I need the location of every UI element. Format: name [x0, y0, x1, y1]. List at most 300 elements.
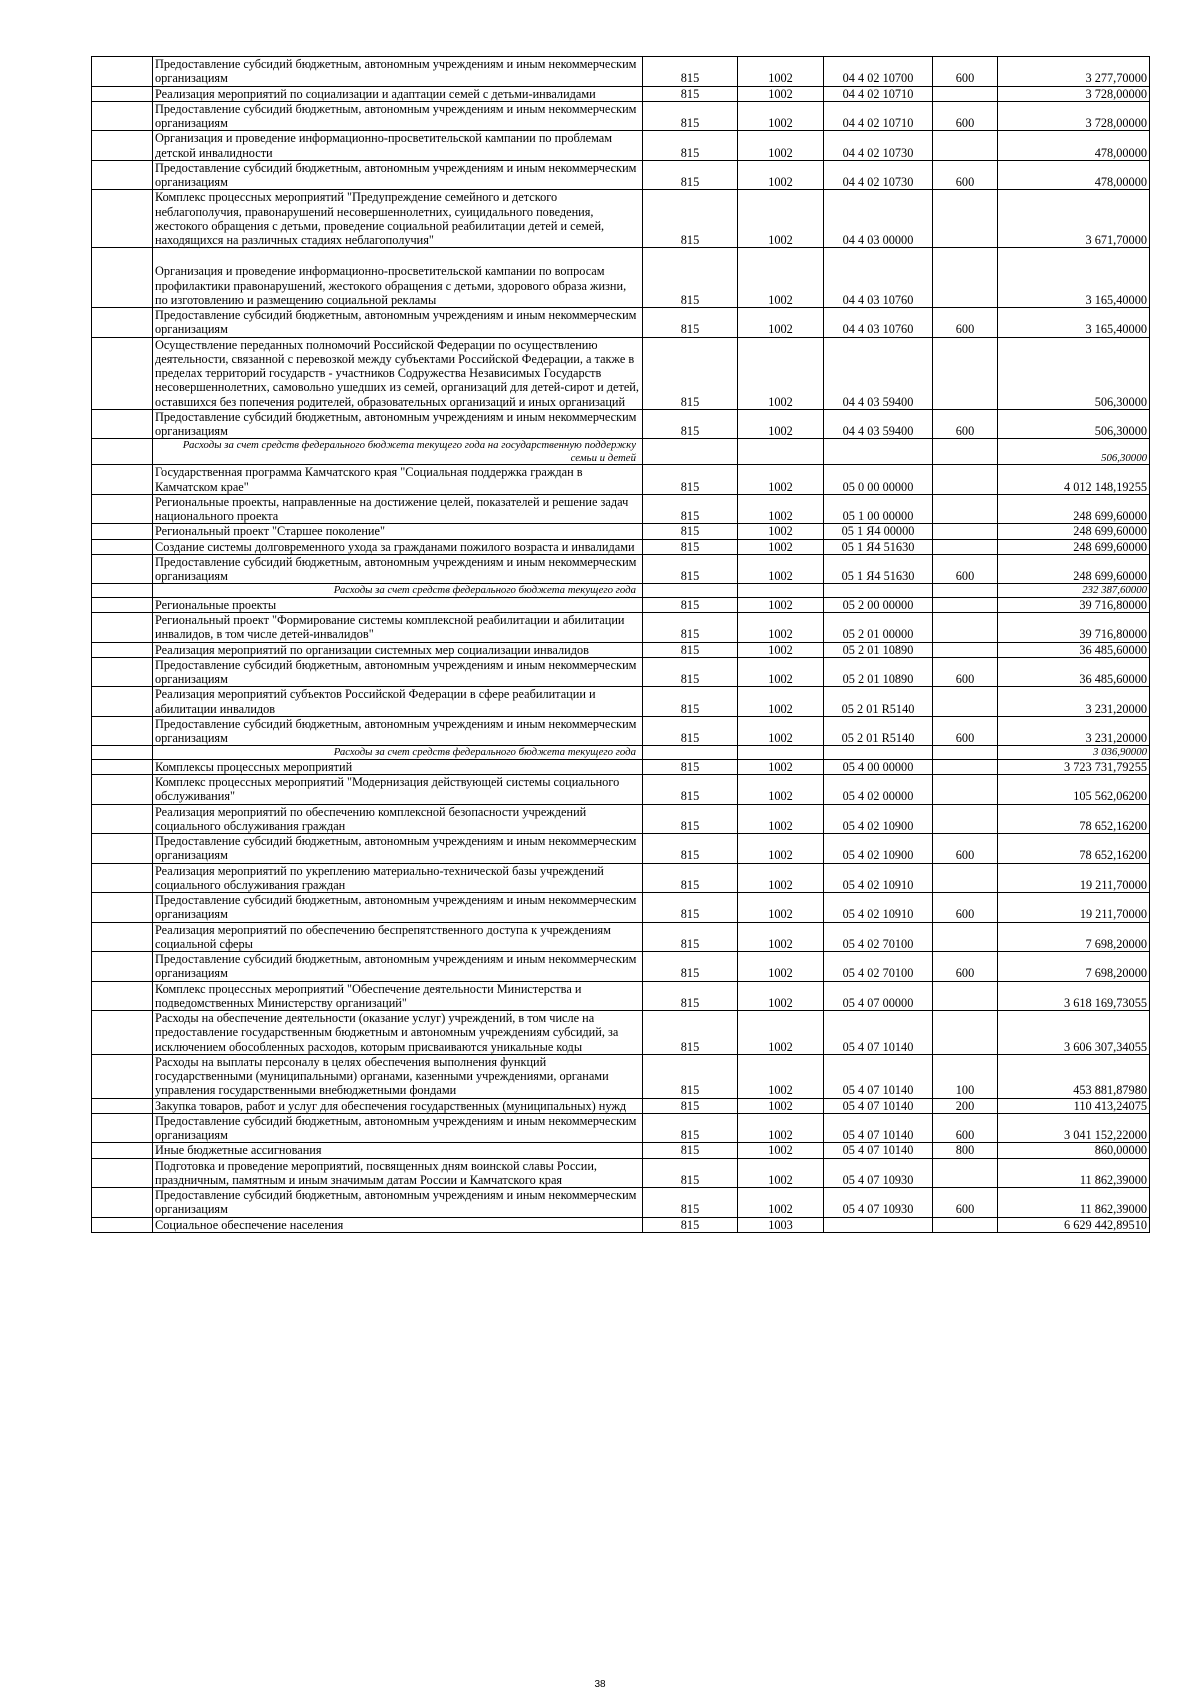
target-article-cell: 05 1 00 00000: [824, 494, 933, 524]
table-row: [92, 804, 1150, 834]
ministry-code-cell: 815: [643, 657, 738, 687]
amount-cell: 3 165,40000: [998, 248, 1150, 308]
ministry-code-cell: 815: [643, 1143, 738, 1158]
expense-name-cell: Расходы за счет средств федерального бюджета текущего года: [153, 746, 643, 760]
table-row: [92, 465, 1150, 495]
ministry-code-cell: 815: [643, 1158, 738, 1188]
expense-name-cell: Реализация мероприятий по социализации и адаптации семей с детьми-инвалидами: [153, 86, 643, 101]
expense-type-cell: 600: [933, 952, 998, 982]
expense-name-cell: Предоставление субсидий бюджетным, автономным учреждениям и иным некоммерческим организациям: [153, 1188, 643, 1218]
target-article-cell: 05 2 01 00000: [824, 613, 933, 643]
row-index-cell: [92, 409, 153, 439]
expense-type-cell: [933, 1158, 998, 1188]
table-row: [92, 893, 1150, 923]
ministry-code-cell: 815: [643, 337, 738, 409]
row-index-cell: [92, 863, 153, 893]
ministry-code-cell: 815: [643, 922, 738, 952]
amount-cell: 4 012 148,19255: [998, 465, 1150, 495]
target-article-cell: 05 4 02 00000: [824, 775, 933, 805]
section-code-cell: 1002: [738, 539, 824, 554]
ministry-code-cell: 815: [643, 524, 738, 539]
row-index-cell: [92, 893, 153, 923]
row-index-cell: [92, 539, 153, 554]
ministry-code-cell: [643, 584, 738, 598]
row-index-cell: [92, 775, 153, 805]
target-article-cell: 05 4 07 10140: [824, 1113, 933, 1143]
section-code-cell: 1002: [738, 101, 824, 131]
expense-name-cell: Реализация мероприятий по обеспечению комплексной безопасности учреждений социального обслуживания граждан: [153, 804, 643, 834]
ministry-code-cell: 815: [643, 775, 738, 805]
row-index-cell: [92, 190, 153, 248]
target-article-cell: 05 2 01 R5140: [824, 687, 933, 717]
target-article-cell: 05 4 02 70100: [824, 922, 933, 952]
table-row: [92, 922, 1150, 952]
target-article-cell: 05 4 07 10930: [824, 1158, 933, 1188]
expense-name-cell: Организация и проведение информационно-просветительской кампании по вопросам профилактики правонарушений, жестокого обращения с детьми, здорового образа жизни, по изготовлению и размещению социальной рекламы: [153, 248, 643, 308]
amount-cell: 78 652,16200: [998, 834, 1150, 864]
expense-name-cell: Предоставление субсидий бюджетным, автономным учреждениям и иным некоммерческим организациям: [153, 657, 643, 687]
ministry-code-cell: 815: [643, 893, 738, 923]
row-index-cell: [92, 554, 153, 584]
amount-cell: 506,30000: [998, 439, 1150, 465]
table-row: [92, 642, 1150, 657]
ministry-code-cell: 815: [643, 716, 738, 746]
row-index-cell: [92, 981, 153, 1011]
section-code-cell: 1002: [738, 524, 824, 539]
expense-type-cell: 600: [933, 160, 998, 190]
section-code-cell: 1002: [738, 86, 824, 101]
section-code-cell: 1002: [738, 863, 824, 893]
target-article-cell: 05 4 07 10140: [824, 1054, 933, 1098]
amount-cell: 3 606 307,34055: [998, 1011, 1150, 1055]
table-row: [92, 613, 1150, 643]
table-row: [92, 539, 1150, 554]
expense-type-cell: 600: [933, 57, 998, 87]
table-row: [92, 1113, 1150, 1143]
amount-cell: 78 652,16200: [998, 804, 1150, 834]
expense-name-cell: Региональный проект "Старшее поколение": [153, 524, 643, 539]
row-index-cell: [92, 1188, 153, 1218]
table-note-row: [92, 439, 1150, 465]
budget-table-body: [92, 57, 1150, 1233]
target-article-cell: 05 4 07 10930: [824, 1188, 933, 1218]
section-code-cell: 1002: [738, 804, 824, 834]
row-index-cell: [92, 101, 153, 131]
target-article-cell: 05 0 00 00000: [824, 465, 933, 495]
table-row: [92, 524, 1150, 539]
target-article-cell: 05 1 Я4 51630: [824, 539, 933, 554]
amount-cell: 105 562,06200: [998, 775, 1150, 805]
expense-name-cell: Предоставление субсидий бюджетным, автономным учреждениям и иным некоммерческим организациям: [153, 160, 643, 190]
row-index-cell: [92, 716, 153, 746]
amount-cell: 478,00000: [998, 131, 1150, 161]
amount-cell: 39 716,80000: [998, 597, 1150, 612]
amount-cell: 232 387,60000: [998, 584, 1150, 598]
target-article-cell: [824, 439, 933, 465]
target-article-cell: [824, 746, 933, 760]
ministry-code-cell: 815: [643, 160, 738, 190]
expense-name-cell: Региональный проект "Формирование системы комплексной реабилитации и абилитации инвалидов, в том числе детей-инвалидов": [153, 613, 643, 643]
expense-name-cell: Комплекс процессных мероприятий "Модернизация действующей системы социального обслуживания": [153, 775, 643, 805]
expense-type-cell: 600: [933, 716, 998, 746]
amount-cell: 506,30000: [998, 337, 1150, 409]
row-index-cell: [92, 657, 153, 687]
target-article-cell: 05 4 02 10900: [824, 804, 933, 834]
section-code-cell: 1002: [738, 1188, 824, 1218]
amount-cell: 7 698,20000: [998, 952, 1150, 982]
ministry-code-cell: 815: [643, 1098, 738, 1113]
expense-name-cell: Региональные проекты: [153, 597, 643, 612]
ministry-code-cell: [643, 439, 738, 465]
table-row: [92, 1188, 1150, 1218]
section-code-cell: 1002: [738, 952, 824, 982]
target-article-cell: 05 4 00 00000: [824, 759, 933, 774]
row-index-cell: [92, 524, 153, 539]
target-article-cell: 05 4 07 00000: [824, 981, 933, 1011]
expense-name-cell: Социальное обеспечение населения: [153, 1217, 643, 1232]
expense-type-cell: [933, 863, 998, 893]
amount-cell: 110 413,24075: [998, 1098, 1150, 1113]
target-article-cell: 05 2 01 R5140: [824, 716, 933, 746]
expense-name-cell: Расходы за счет средств федерального бюджета текущего года: [153, 584, 643, 598]
table-row: [92, 337, 1150, 409]
ministry-code-cell: 815: [643, 1113, 738, 1143]
expense-type-cell: [933, 465, 998, 495]
ministry-code-cell: 815: [643, 1188, 738, 1218]
expense-name-cell: Региональные проекты, направленные на достижение целей, показателей и решение задач национального проекта: [153, 494, 643, 524]
table-row: [92, 597, 1150, 612]
budget-table: [91, 56, 1150, 1233]
target-article-cell: 05 2 01 10890: [824, 657, 933, 687]
target-article-cell: 05 4 02 10910: [824, 893, 933, 923]
table-row: [92, 657, 1150, 687]
expense-type-cell: [933, 981, 998, 1011]
table-row: [92, 1143, 1150, 1158]
section-code-cell: 1002: [738, 494, 824, 524]
table-row: [92, 308, 1150, 338]
row-index-cell: [92, 465, 153, 495]
expense-type-cell: [933, 584, 998, 598]
section-code-cell: 1002: [738, 642, 824, 657]
section-code-cell: 1002: [738, 893, 824, 923]
section-code-cell: 1002: [738, 597, 824, 612]
row-index-cell: [92, 494, 153, 524]
table-row: [92, 759, 1150, 774]
ministry-code-cell: 815: [643, 101, 738, 131]
amount-cell: 3 671,70000: [998, 190, 1150, 248]
amount-cell: 860,00000: [998, 1143, 1150, 1158]
row-index-cell: [92, 160, 153, 190]
table-row: [92, 775, 1150, 805]
target-article-cell: 05 4 07 10140: [824, 1011, 933, 1055]
table-row: [92, 1011, 1150, 1055]
expense-name-cell: Предоставление субсидий бюджетным, автономным учреждениям и иным некоммерческим организациям: [153, 952, 643, 982]
ministry-code-cell: 815: [643, 1011, 738, 1055]
expense-name-cell: Комплекс процессных мероприятий "Предупреждение семейного и детского неблагополучия, правонарушений несовершеннолетних, суицидального поведения, жестокого обращения с детьми, проведение социальной реабилитации детей и семей, находящихся на различных стадиях неблагополучия": [153, 190, 643, 248]
amount-cell: 7 698,20000: [998, 922, 1150, 952]
expense-type-cell: [933, 1217, 998, 1232]
table-row: [92, 494, 1150, 524]
target-article-cell: 05 4 02 70100: [824, 952, 933, 982]
target-article-cell: 04 4 03 59400: [824, 337, 933, 409]
expense-type-cell: [933, 248, 998, 308]
target-article-cell: 05 2 00 00000: [824, 597, 933, 612]
expense-name-cell: Расходы на обеспечение деятельности (оказание услуг) учреждений, в том числе на предоставление государственным бюджетным и автономным учреждениям субсидий, за исключением обособленных расходов, которым присваиваются уникальные коды: [153, 1011, 643, 1055]
expense-name-cell: Расходы на выплаты персоналу в целях обеспечения выполнения функций государственными (муниципальными) органами, казенными учреждениями, органами управления государственными внебюджетными фондами: [153, 1054, 643, 1098]
section-code-cell: 1002: [738, 57, 824, 87]
section-code-cell: 1002: [738, 716, 824, 746]
row-index-cell: [92, 597, 153, 612]
expense-name-cell: Комплекс процессных мероприятий "Обеспечение деятельности Министерства и подведомственных Министерству организаций": [153, 981, 643, 1011]
amount-cell: 248 699,60000: [998, 524, 1150, 539]
target-article-cell: 04 4 02 10730: [824, 160, 933, 190]
table-row: [92, 1098, 1150, 1113]
expense-name-cell: Государственная программа Камчатского края "Социальная поддержка граждан в Камчатском крае": [153, 465, 643, 495]
expense-type-cell: [933, 922, 998, 952]
target-article-cell: 05 4 07 10140: [824, 1098, 933, 1113]
row-index-cell: [92, 1054, 153, 1098]
section-code-cell: 1002: [738, 687, 824, 717]
table-row: [92, 554, 1150, 584]
row-index-cell: [92, 1143, 153, 1158]
table-row: [92, 101, 1150, 131]
expense-type-cell: [933, 1011, 998, 1055]
amount-cell: 19 211,70000: [998, 863, 1150, 893]
target-article-cell: 04 4 02 10730: [824, 131, 933, 161]
ministry-code-cell: 815: [643, 409, 738, 439]
amount-cell: 3 277,70000: [998, 57, 1150, 87]
section-code-cell: 1002: [738, 337, 824, 409]
expense-type-cell: 200: [933, 1098, 998, 1113]
row-index-cell: [92, 308, 153, 338]
row-index-cell: [92, 86, 153, 101]
table-row: [92, 131, 1150, 161]
ministry-code-cell: 815: [643, 131, 738, 161]
expense-name-cell: Предоставление субсидий бюджетным, автономным учреждениям и иным некоммерческим организациям: [153, 409, 643, 439]
section-code-cell: 1002: [738, 1054, 824, 1098]
section-code-cell: 1002: [738, 1098, 824, 1113]
section-code-cell: [738, 584, 824, 598]
ministry-code-cell: 815: [643, 1217, 738, 1232]
expense-name-cell: Предоставление субсидий бюджетным, автономным учреждениям и иным некоммерческим организациям: [153, 893, 643, 923]
section-code-cell: 1002: [738, 131, 824, 161]
expense-type-cell: [933, 687, 998, 717]
page-number: 38: [594, 1679, 606, 1690]
section-code-cell: 1002: [738, 1113, 824, 1143]
target-article-cell: 04 4 03 59400: [824, 409, 933, 439]
ministry-code-cell: 815: [643, 248, 738, 308]
ministry-code-cell: 815: [643, 759, 738, 774]
expense-type-cell: [933, 439, 998, 465]
expense-name-cell: Расходы за счет средств федерального бюджета текущего года на государственную поддержку семьи и детей: [153, 439, 643, 465]
amount-cell: 453 881,87980: [998, 1054, 1150, 1098]
expense-name-cell: Закупка товаров, работ и услуг для обеспечения государственных (муниципальных) нужд: [153, 1098, 643, 1113]
ministry-code-cell: 815: [643, 465, 738, 495]
expense-type-cell: 600: [933, 554, 998, 584]
section-code-cell: 1002: [738, 759, 824, 774]
section-code-cell: 1002: [738, 1143, 824, 1158]
ministry-code-cell: 815: [643, 834, 738, 864]
table-row: [92, 1158, 1150, 1188]
ministry-code-cell: 815: [643, 308, 738, 338]
expense-name-cell: Предоставление субсидий бюджетным, автономным учреждениям и иным некоммерческим организациям: [153, 101, 643, 131]
expense-type-cell: [933, 337, 998, 409]
row-index-cell: [92, 687, 153, 717]
table-row: [92, 952, 1150, 982]
section-code-cell: 1002: [738, 613, 824, 643]
table-row: [92, 190, 1150, 248]
section-code-cell: 1002: [738, 160, 824, 190]
amount-cell: 3 728,00000: [998, 86, 1150, 101]
ministry-code-cell: 815: [643, 597, 738, 612]
target-article-cell: 05 4 02 10910: [824, 863, 933, 893]
expense-name-cell: Предоставление субсидий бюджетным, автономным учреждениям и иным некоммерческим организациям: [153, 554, 643, 584]
section-code-cell: 1002: [738, 248, 824, 308]
expense-name-cell: Реализация мероприятий по укреплению материально-технической базы учреждений социального обслуживания граждан: [153, 863, 643, 893]
table-row: [92, 86, 1150, 101]
expense-type-cell: 600: [933, 1113, 998, 1143]
ministry-code-cell: 815: [643, 57, 738, 87]
ministry-code-cell: 815: [643, 804, 738, 834]
target-article-cell: 04 4 03 00000: [824, 190, 933, 248]
row-index-cell: [92, 57, 153, 87]
expense-type-cell: 800: [933, 1143, 998, 1158]
ministry-code-cell: 815: [643, 642, 738, 657]
row-index-cell: [92, 922, 153, 952]
amount-cell: 11 862,39000: [998, 1188, 1150, 1218]
ministry-code-cell: 815: [643, 494, 738, 524]
section-code-cell: 1002: [738, 308, 824, 338]
expense-type-cell: 600: [933, 893, 998, 923]
amount-cell: 3 723 731,79255: [998, 759, 1150, 774]
amount-cell: 19 211,70000: [998, 893, 1150, 923]
amount-cell: 3 036,90000: [998, 746, 1150, 760]
table-row: [92, 863, 1150, 893]
expense-type-cell: [933, 539, 998, 554]
ministry-code-cell: 815: [643, 613, 738, 643]
row-index-cell: [92, 759, 153, 774]
amount-cell: 478,00000: [998, 160, 1150, 190]
ministry-code-cell: 815: [643, 86, 738, 101]
amount-cell: 248 699,60000: [998, 494, 1150, 524]
ministry-code-cell: 815: [643, 687, 738, 717]
expense-type-cell: [933, 775, 998, 805]
amount-cell: 36 485,60000: [998, 642, 1150, 657]
row-index-cell: [92, 584, 153, 598]
expense-type-cell: [933, 759, 998, 774]
expense-name-cell: Реализация мероприятий по организации системных мер социализации инвалидов: [153, 642, 643, 657]
expense-name-cell: Предоставление субсидий бюджетным, автономным учреждениям и иным некоммерческим организациям: [153, 834, 643, 864]
target-article-cell: 05 4 02 10900: [824, 834, 933, 864]
expense-name-cell: Предоставление субсидий бюджетным, автономным учреждениям и иным некоммерческим организациям: [153, 308, 643, 338]
ministry-code-cell: 815: [643, 952, 738, 982]
section-code-cell: 1002: [738, 775, 824, 805]
amount-cell: 3 728,00000: [998, 101, 1150, 131]
amount-cell: 11 862,39000: [998, 1158, 1150, 1188]
row-index-cell: [92, 248, 153, 308]
expense-name-cell: Предоставление субсидий бюджетным, автономным учреждениям и иным некоммерческим организациям: [153, 57, 643, 87]
expense-type-cell: [933, 86, 998, 101]
expense-name-cell: Предоставление субсидий бюджетным, автономным учреждениям и иным некоммерческим организациям: [153, 716, 643, 746]
row-index-cell: [92, 337, 153, 409]
expense-name-cell: Реализация мероприятий по обеспечению беспрепятственного доступа к учреждениям социальной сферы: [153, 922, 643, 952]
section-code-cell: 1002: [738, 834, 824, 864]
section-code-cell: 1003: [738, 1217, 824, 1232]
expense-type-cell: [933, 524, 998, 539]
row-index-cell: [92, 439, 153, 465]
ministry-code-cell: 815: [643, 1054, 738, 1098]
amount-cell: 3 618 169,73055: [998, 981, 1150, 1011]
row-index-cell: [92, 613, 153, 643]
expense-type-cell: 600: [933, 409, 998, 439]
amount-cell: 248 699,60000: [998, 539, 1150, 554]
row-index-cell: [92, 746, 153, 760]
expense-name-cell: Организация и проведение информационно-просветительской кампании по проблемам детской инвалидности: [153, 131, 643, 161]
row-index-cell: [92, 1113, 153, 1143]
target-article-cell: 04 4 03 10760: [824, 308, 933, 338]
table-row: [92, 981, 1150, 1011]
section-code-cell: 1002: [738, 922, 824, 952]
row-index-cell: [92, 131, 153, 161]
expense-type-cell: 600: [933, 308, 998, 338]
expense-type-cell: [933, 494, 998, 524]
section-code-cell: 1002: [738, 981, 824, 1011]
section-code-cell: 1002: [738, 1011, 824, 1055]
row-index-cell: [92, 1217, 153, 1232]
table-note-row: [92, 584, 1150, 598]
target-article-cell: 04 4 03 10760: [824, 248, 933, 308]
row-index-cell: [92, 1158, 153, 1188]
target-article-cell: [824, 1217, 933, 1232]
table-row: [92, 57, 1150, 87]
expense-type-cell: 600: [933, 1188, 998, 1218]
amount-cell: 248 699,60000: [998, 554, 1150, 584]
expense-type-cell: [933, 804, 998, 834]
amount-cell: 3 231,20000: [998, 687, 1150, 717]
ministry-code-cell: 815: [643, 981, 738, 1011]
section-code-cell: [738, 746, 824, 760]
expense-name-cell: Иные бюджетные ассигнования: [153, 1143, 643, 1158]
target-article-cell: 04 4 02 10700: [824, 57, 933, 87]
expense-name-cell: Предоставление субсидий бюджетным, автономным учреждениям и иным некоммерческим организациям: [153, 1113, 643, 1143]
table-note-row: [92, 746, 1150, 760]
ministry-code-cell: 815: [643, 863, 738, 893]
ministry-code-cell: 815: [643, 190, 738, 248]
table-row: [92, 687, 1150, 717]
expense-type-cell: 600: [933, 101, 998, 131]
table-row: [92, 409, 1150, 439]
table-row: [92, 834, 1150, 864]
section-code-cell: 1002: [738, 190, 824, 248]
target-article-cell: 05 4 07 10140: [824, 1143, 933, 1158]
amount-cell: 36 485,60000: [998, 657, 1150, 687]
ministry-code-cell: [643, 746, 738, 760]
target-article-cell: 04 4 02 10710: [824, 101, 933, 131]
expense-type-cell: [933, 613, 998, 643]
section-code-cell: 1002: [738, 465, 824, 495]
row-index-cell: [92, 834, 153, 864]
expense-name-cell: Осуществление переданных полномочий Российской Федерации по осуществлению деятельности, связанной с перевозкой между субъектами Российской Федерации, а также в пределах территорий государств - участников Содружества Независимых Государств несовершеннолетних, самовольно ушедших из семей, организаций для детей-сирот и детей, оставшихся без попечения родителей, образовательных организаций и иных организаций: [153, 337, 643, 409]
table-row: [92, 716, 1150, 746]
section-code-cell: 1002: [738, 1158, 824, 1188]
expense-name-cell: Реализация мероприятий субъектов Российской Федерации в сфере реабилитации и абилитации инвалидов: [153, 687, 643, 717]
ministry-code-cell: 815: [643, 539, 738, 554]
expense-type-cell: 100: [933, 1054, 998, 1098]
expense-type-cell: [933, 746, 998, 760]
table-row: [92, 1054, 1150, 1098]
row-index-cell: [92, 1011, 153, 1055]
expense-type-cell: 600: [933, 657, 998, 687]
